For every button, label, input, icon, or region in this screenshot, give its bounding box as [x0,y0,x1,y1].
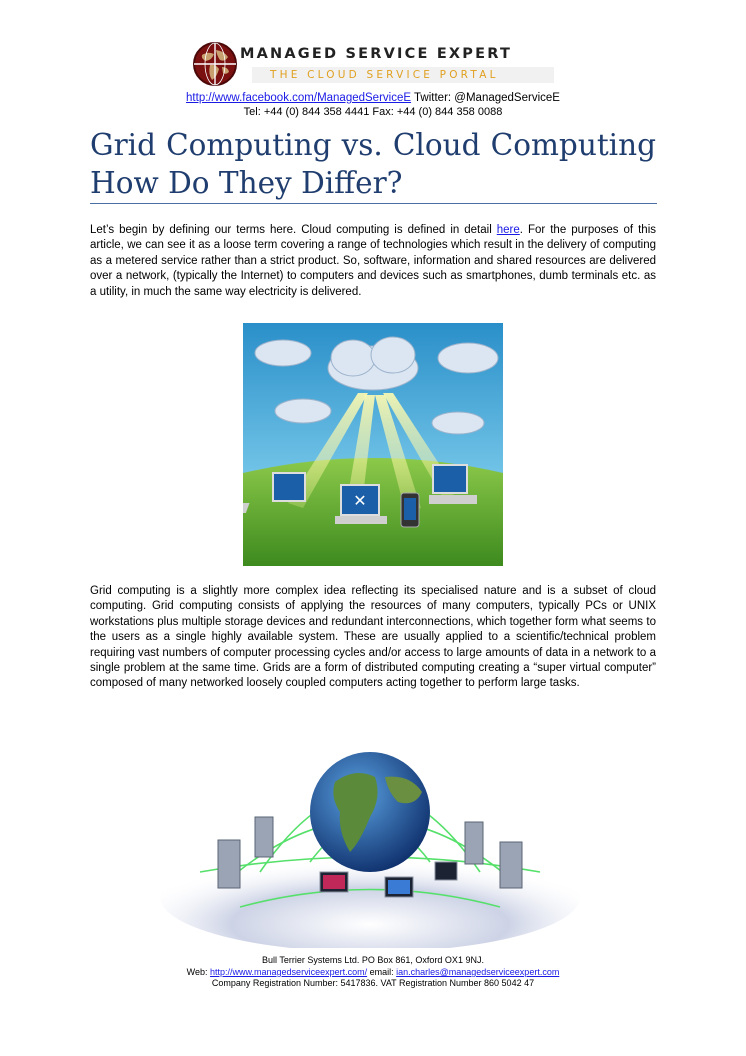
facebook-link[interactable]: http://www.facebook.com/ManagedServiceE [186,92,412,104]
company-logo [192,41,554,87]
social-contact-line [0,92,746,104]
phone-fax-line: Tel: +44 (0) 844 358 4441 Fax: +44 (0) 844 358 0088 [243,106,503,118]
footer-registration: Company Registration Number: 5417836. VAT Registration Number 860 5042 47 [211,978,535,988]
twitter-handle: Twitter: @ManagedServiceE [414,92,560,104]
brand-tagline: THE CLOUD SERVICE PORTAL [252,67,554,83]
svg-text:✕: ✕ [353,491,367,510]
title-line-2: How Do They Differ? [90,166,403,200]
globe-logo-icon [192,41,238,87]
footer-web-email: Web: http://www.managedserviceexpert.com/ email: ian.charles@managedserviceexpert.com [186,967,560,977]
brand-name: MANAGED SERVICE EXPERT [240,46,513,62]
website-link[interactable]: http://www.managedserviceexpert.com/ [210,967,368,977]
footer-address: Bull Terrier Systems Ltd. PO Box 861, Oxford OX1 9NJ. [262,955,484,965]
title-divider [90,203,657,204]
cloud-computing-illustration [243,323,503,566]
grid-computing-illustration [160,722,580,948]
email-link[interactable]: ian.charles@managedserviceexpert.com [396,967,560,977]
here-link[interactable]: here [496,224,520,236]
grid-computing-paragraph: Grid computing is a slightly more complex idea reflecting its specialised nature and is a subset of cloud computing. Grid computing consists of applying the resources of many computers, typically PCs or UNIX workstations plus multiple storage devices and redundant interconnections, which together form what seems to the users as a single highly available system. These are usually applied to a scientific/technical problem requiring vast numbers of computer processing cycles and/or access to large amounts of data in a network to a single problem at the same time. Grids are a form of distributed computing creating a “super virtual computer” composed of many networked loosely coupled computers acting together to perform large tasks. [90,585,656,690]
title-line-1: Grid Computing vs. Cloud Computing [90,128,656,162]
page-title [90,126,656,202]
intro-paragraph: Let’s begin by defining our terms here. Cloud computing is defined in detail here. For the purposes of this article, we can see it as a loose term covering a range of technologies which result in the delivery of computing as a metered service rather than a strict product. So, software, information and shared resources are delivered over a network, (typically the Internet) to computers and devices such as smartphones, dumb terminals etc. as a utility, in much the same way electricity is delivered. [90,224,657,298]
